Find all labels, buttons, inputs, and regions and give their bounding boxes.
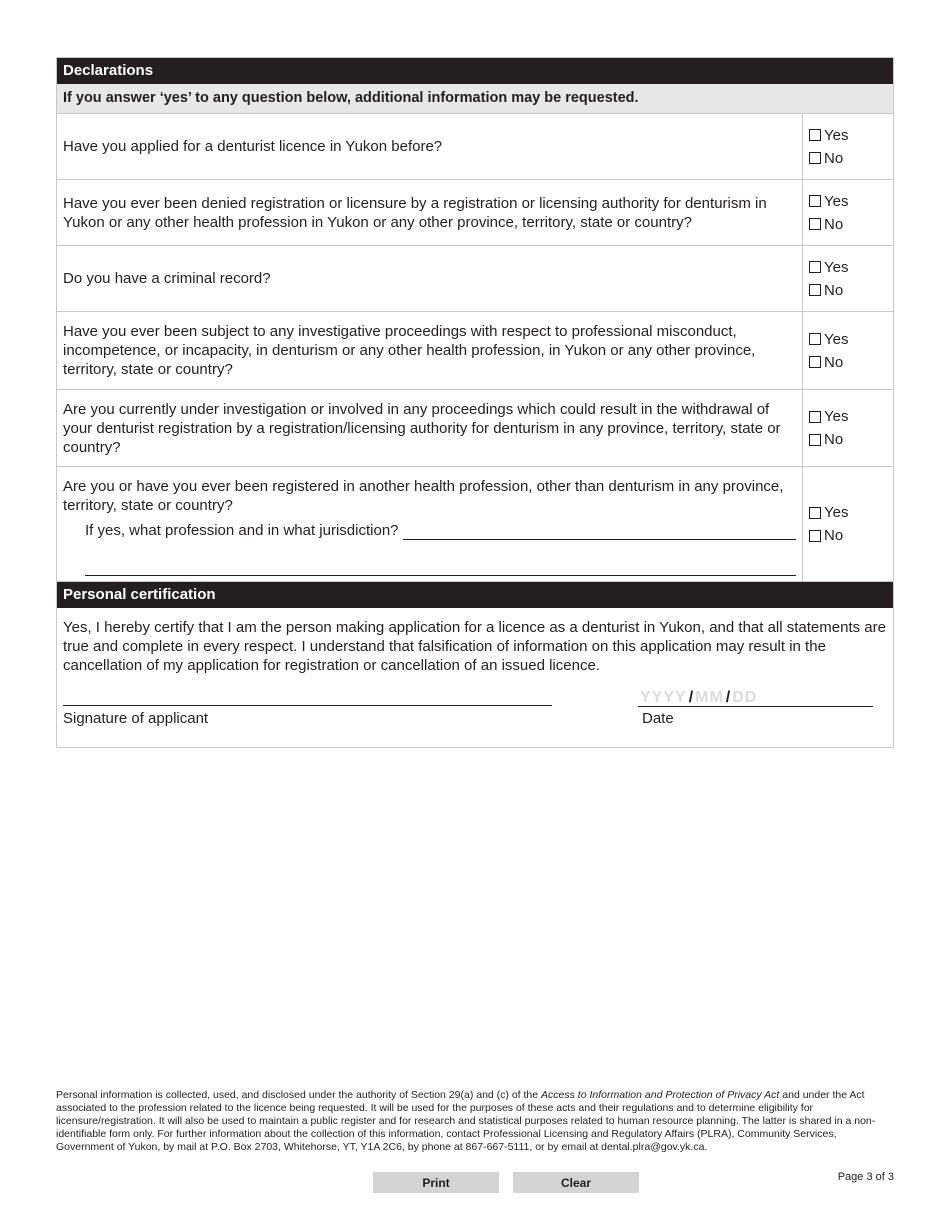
privacy-notice: [56, 1089, 896, 1154]
no-checkbox[interactable]: [809, 530, 821, 542]
question-text: Are you or have you ever been registered in another health profession, other than denturism in any province, territory, state or country?: [63, 478, 784, 514]
answer-options: [803, 246, 893, 311]
question-row: [57, 180, 893, 246]
yes-checkbox[interactable]: [809, 411, 821, 423]
answer-options: [803, 467, 893, 581]
no-label: No: [824, 353, 844, 371]
yes-option[interactable]: [809, 256, 893, 279]
yes-checkbox[interactable]: [809, 333, 821, 345]
privacy-act-title: Access to Information and Protection of Privacy Act: [541, 1089, 780, 1101]
yes-label: Yes: [824, 504, 849, 521]
no-checkbox[interactable]: [809, 218, 821, 230]
answer-options: [803, 114, 893, 179]
question-text: Have you applied for a denturist licence in Yukon before?: [57, 114, 803, 179]
no-option[interactable]: [809, 524, 893, 547]
no-label: No: [824, 281, 844, 299]
no-label: No: [824, 527, 844, 544]
answer-options: [803, 390, 893, 466]
no-option[interactable]: [809, 428, 893, 451]
yes-option[interactable]: [809, 190, 893, 213]
question-text: Do you have a criminal record?: [57, 246, 803, 311]
no-option[interactable]: [809, 351, 893, 374]
clear-button[interactable]: Clear: [513, 1172, 639, 1193]
question-row: [57, 390, 893, 467]
declarations-form: [56, 57, 894, 748]
date-day-placeholder: DD: [732, 689, 758, 706]
yes-option[interactable]: [809, 328, 893, 351]
no-checkbox[interactable]: [809, 284, 821, 296]
profession-jurisdiction-input[interactable]: [403, 525, 797, 540]
signature-area: [57, 675, 893, 747]
date-separator: /: [725, 689, 731, 706]
signature-label: Signature of applicant: [63, 710, 209, 727]
date-input[interactable]: [638, 689, 873, 707]
no-label: No: [824, 149, 844, 167]
yes-label: Yes: [824, 126, 849, 144]
profession-jurisdiction-input-line2[interactable]: [85, 574, 796, 576]
no-option[interactable]: [809, 279, 893, 302]
date-month-placeholder: MM: [695, 689, 724, 706]
no-checkbox[interactable]: [809, 356, 821, 368]
answer-options: [803, 180, 893, 245]
yes-option[interactable]: [809, 501, 893, 524]
answer-options: [803, 312, 893, 389]
question-block: [57, 467, 803, 581]
date-separator: /: [688, 689, 694, 706]
yes-label: Yes: [824, 258, 849, 276]
yes-option[interactable]: [809, 405, 893, 428]
certification-header: Personal certification: [57, 582, 893, 608]
yes-checkbox[interactable]: [809, 261, 821, 273]
question-row: [57, 246, 893, 312]
privacy-text-start: Personal information is collected, used, and disclosed under the authority of Section 29(a) and (c) of the: [56, 1089, 542, 1101]
yes-checkbox[interactable]: [809, 195, 821, 207]
no-label: No: [824, 431, 844, 448]
yes-label: Yes: [824, 192, 849, 210]
question-row: [57, 467, 893, 582]
question-text: Are you currently under investigation or involved in any proceedings which could result in the withdrawal of your denturist registration by a registration/licensing authority for denturism in any province, territory, state or country?: [57, 390, 803, 466]
question-text: Have you ever been subject to any investigative proceedings with respect to professional misconduct, incompetence, or incapacity, in denturism or any other health profession, in Yukon or any other province, territory, state or country?: [57, 312, 803, 389]
no-checkbox[interactable]: [809, 434, 821, 446]
print-button[interactable]: Print: [373, 1172, 499, 1193]
no-option[interactable]: [809, 213, 893, 236]
no-checkbox[interactable]: [809, 152, 821, 164]
question-row: [57, 312, 893, 390]
privacy-text-end: and under the Act associated to the profession related to the licence being requested. It will be used for the purposes of these acts and their regulations and to determine eligibility for licensure/registration. It will also be used to maintain a public register and for research and statistical purposes related to human resource planning. The latter is shared in a non-identifiable form only. For further information about the collection of this information, contact Professional Licensing and Regulatory Affairs (PLRA), Community Services, Government of Yukon, by mail at P.O. Box 2703, Whitehorse, YT, Y1A 2C6, by phone at 867-667-5111, or by email at dental.plra@gov.yk.ca.: [56, 1089, 876, 1153]
followup-row: [63, 521, 796, 540]
yes-checkbox[interactable]: [809, 507, 821, 519]
no-option[interactable]: [809, 147, 893, 170]
yes-label: Yes: [824, 408, 849, 425]
question-row: [57, 114, 893, 180]
page-number: Page 3 of 3: [837, 1171, 894, 1183]
yes-option[interactable]: [809, 124, 893, 147]
certification-text: Yes, I hereby certify that I am the person making application for a licence as a denturist in Yukon, and that all statements are true and complete in every respect. I understand that falsification of information on this application may result in the cancellation of my application for registration or cancellation of an issued licence.: [63, 619, 886, 674]
declarations-notice: If you answer ‘yes’ to any question below, additional information may be requested.: [57, 84, 893, 114]
declarations-header: Declarations: [57, 58, 893, 84]
question-text: Have you ever been denied registration or licensure by a registration or licensing authority for denturism in Yukon or any other health profession in Yukon or any other province, territory, state or country?: [57, 180, 803, 245]
no-label: No: [824, 215, 844, 233]
signature-input[interactable]: [63, 705, 552, 706]
date-year-placeholder: YYYY: [640, 689, 687, 706]
yes-label: Yes: [824, 330, 849, 348]
date-label: Date: [642, 710, 674, 727]
yes-checkbox[interactable]: [809, 129, 821, 141]
followup-label: If yes, what profession and in what jurisdiction?: [85, 522, 399, 539]
